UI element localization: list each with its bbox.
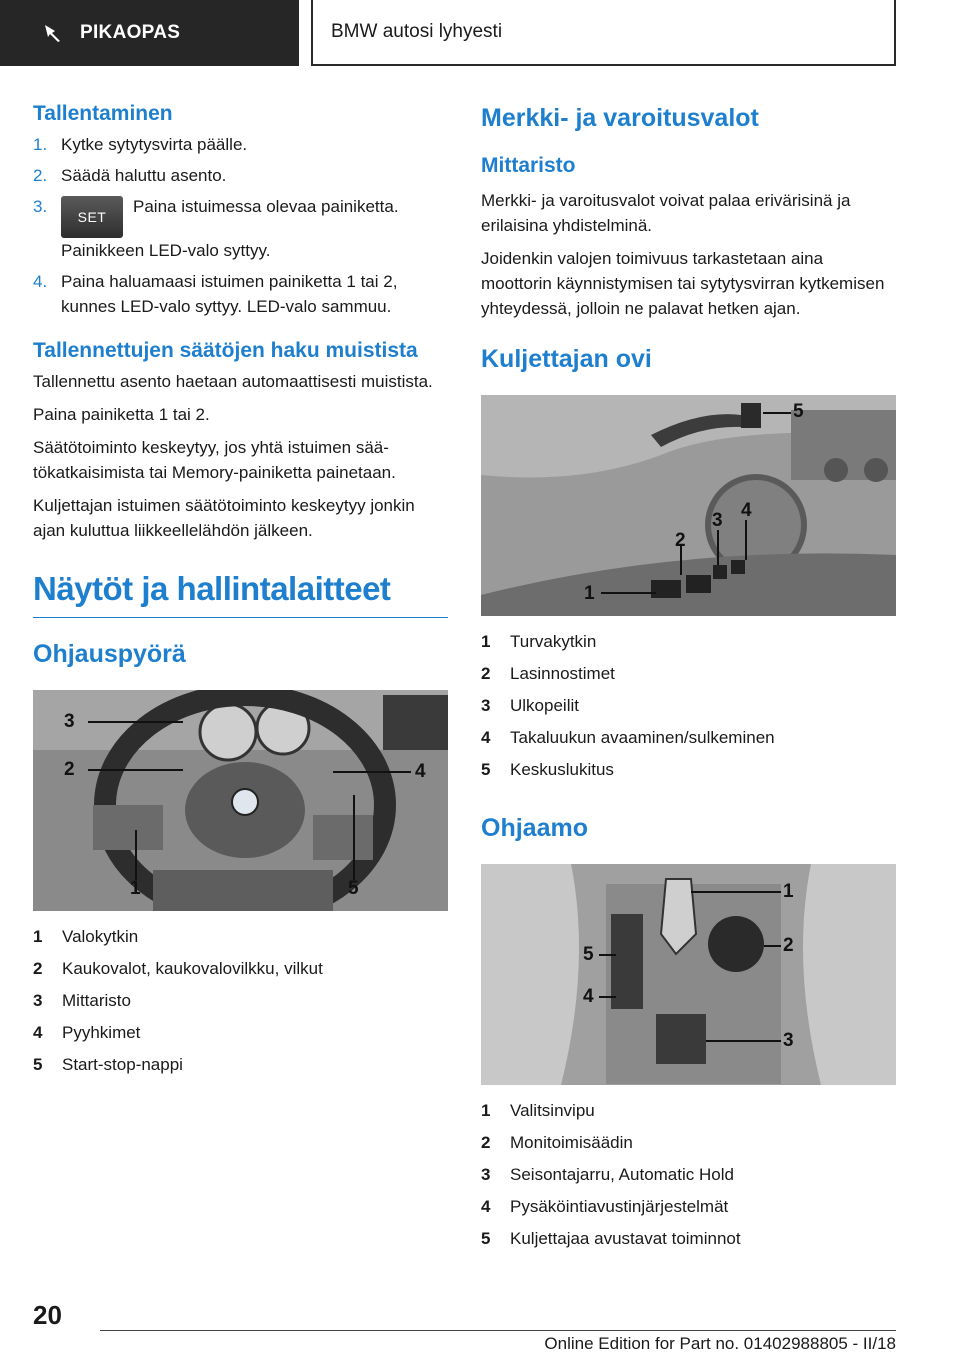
cockpit-legend (481, 1095, 896, 1255)
legend-item (33, 1017, 448, 1049)
heading-ohjauspyora: Ohjauspyörä (33, 640, 186, 668)
legend-text: Kaukovalot, kaukovalovilkku, vilkut (62, 959, 323, 978)
legend-item (481, 1095, 896, 1127)
callout-5: 5 (348, 878, 359, 899)
steering-wheel-image (33, 690, 448, 911)
legend-text: Start-stop-nappi (62, 1055, 183, 1074)
legend-number: 2 (481, 1133, 491, 1152)
step-number: 4. (33, 272, 48, 291)
legend-item (33, 921, 448, 953)
legend-item (481, 1191, 896, 1223)
legend-item (33, 953, 448, 985)
legend-number: 5 (481, 760, 491, 779)
page-number: 20 (33, 1300, 62, 1330)
legend-item (481, 626, 896, 658)
step-3 (33, 194, 448, 263)
step-1 (33, 132, 448, 157)
step-text: Paina haluamaasi istuimen painiketta 1 tai 2, kunnes LED-valo syttyy. LED-valo sammuu. (61, 272, 398, 316)
callout-4: 4 (415, 761, 426, 782)
legend-number: 3 (481, 1165, 491, 1184)
step-2 (33, 163, 448, 188)
callout-5: 5 (583, 944, 594, 965)
step-text: Säädä haluttu asento. (61, 166, 227, 185)
legend-text: Pyyhkimet (62, 1023, 141, 1042)
legend-item (481, 1223, 896, 1255)
legend-item (33, 985, 448, 1017)
footer-divider (100, 1330, 896, 1331)
paragraph: Tallennettu asento haetaan automaattisesti muistista. (33, 372, 433, 391)
section-tab-label: PIKAOPAS (80, 22, 181, 43)
legend-number: 3 (33, 991, 43, 1010)
legend-text: Kuljettajaa avustavat toiminnot (510, 1229, 741, 1248)
callout-1: 1 (584, 583, 595, 604)
quick-guide-icon (42, 22, 64, 44)
legend-number: 2 (33, 959, 43, 978)
legend-item (481, 658, 896, 690)
cockpit-image (481, 864, 896, 1085)
callout-1: 1 (130, 878, 141, 899)
legend-item (481, 1127, 896, 1159)
legend-number: 3 (481, 696, 491, 715)
callout-4: 4 (583, 986, 594, 1007)
chapter-tab-label: BMW autosi lyhyesti (331, 21, 503, 42)
cockpit-illustration (481, 864, 896, 1085)
heading-kuljettajan-ovi: Kuljettajan ovi (481, 345, 652, 373)
step-number: 2. (33, 166, 48, 185)
legend-number: 2 (481, 664, 491, 683)
step-text: Paina istuimessa olevaa painiketta. Painikkeen LED-valo syttyy. (61, 197, 399, 260)
set-button-icon: SET (61, 196, 123, 238)
chapter-tab (311, 0, 896, 66)
paragraph: Merkki- ja varoitusvalot voivat palaa erivärisinä ja erilaisina yhdistelminä. (481, 191, 851, 235)
paragraph: Joidenkin valojen toimivuus tarkastetaan aina moottorin käynnistymisen tai sytytysvirran kytkemisen yhteydessä, jolloin ne palavat hetken ajan. (481, 249, 885, 318)
section-title: Näytöt ja hallintalaitteet (33, 567, 448, 618)
legend-text: Monitoimisäädin (510, 1133, 633, 1152)
step-text: Kytke sytytysvirta päälle. (61, 135, 248, 154)
legend-text: Ulkopeilit (510, 696, 579, 715)
callout-2: 2 (64, 759, 75, 780)
legend-text: Valitsinvipu (510, 1101, 595, 1120)
door-legend (481, 626, 896, 786)
callout-2: 2 (675, 530, 686, 551)
legend-number: 1 (33, 927, 43, 946)
page-header (0, 0, 960, 66)
heading-haku: Tallennettujen säätöjen haku muistista (33, 339, 418, 362)
callout-3: 3 (64, 711, 75, 732)
heading-mittaristo: Mittaristo (481, 154, 576, 177)
legend-number: 4 (481, 728, 491, 747)
callout-5: 5 (793, 401, 804, 422)
legend-number: 1 (481, 632, 491, 651)
left-column (33, 100, 448, 1081)
legend-text: Seisontajarru, Automatic Hold (510, 1165, 734, 1184)
callout-2: 2 (783, 935, 794, 956)
legend-item (481, 690, 896, 722)
legend-text: Keskuslukitus (510, 760, 614, 779)
legend-text: Valokytkin (62, 927, 139, 946)
legend-text: Pysäköintiavustinjärjestelmät (510, 1197, 729, 1216)
heading-ohjaamo: Ohjaamo (481, 814, 588, 842)
heading-tallentaminen: Tallentaminen (33, 102, 173, 125)
legend-number: 4 (33, 1023, 43, 1042)
callout-4: 4 (741, 500, 752, 521)
callout-3: 3 (783, 1030, 794, 1051)
heading-merkki: Merkki- ja varoitusvalot (481, 104, 759, 132)
legend-item (33, 1049, 448, 1081)
steering-legend (33, 921, 448, 1081)
legend-number: 5 (33, 1055, 43, 1074)
steering-wheel-illustration (33, 690, 448, 911)
legend-text: Turvakytkin (510, 632, 597, 651)
section-tab (0, 0, 299, 66)
step-number: 3. (33, 197, 48, 216)
right-column (481, 100, 896, 1255)
legend-text: Takaluukun avaaminen/sulkeminen (510, 728, 775, 747)
step-number: 1. (33, 135, 48, 154)
step-4 (33, 269, 448, 319)
paragraph: Paina painiketta 1 tai 2. (33, 405, 210, 424)
paragraph: Kuljettajan istuimen säätötoiminto keskeytyy jonkin ajan kuluttua liikkeellelähdön jälkeen. (33, 496, 415, 540)
legend-text: Mittaristo (62, 991, 131, 1010)
legend-item (481, 722, 896, 754)
callout-3: 3 (712, 510, 723, 531)
paragraph: Säätötoiminto keskeytyy, jos yhtä istuimen säätökatkaisimista tai Memory-painiketta painetaan. (33, 438, 396, 482)
legend-number: 5 (481, 1229, 491, 1248)
save-steps (33, 132, 448, 319)
callout-1: 1 (783, 881, 794, 902)
step-text-with-button (61, 194, 448, 263)
legend-number: 4 (481, 1197, 491, 1216)
legend-item (481, 1159, 896, 1191)
driver-door-image (481, 395, 896, 616)
edition-text: Online Edition for Part no. 01402988805 - II/18 (544, 1334, 896, 1353)
legend-number: 1 (481, 1101, 491, 1120)
driver-door-illustration (481, 395, 896, 616)
legend-text: Lasinnostimet (510, 664, 615, 683)
legend-item (481, 754, 896, 786)
